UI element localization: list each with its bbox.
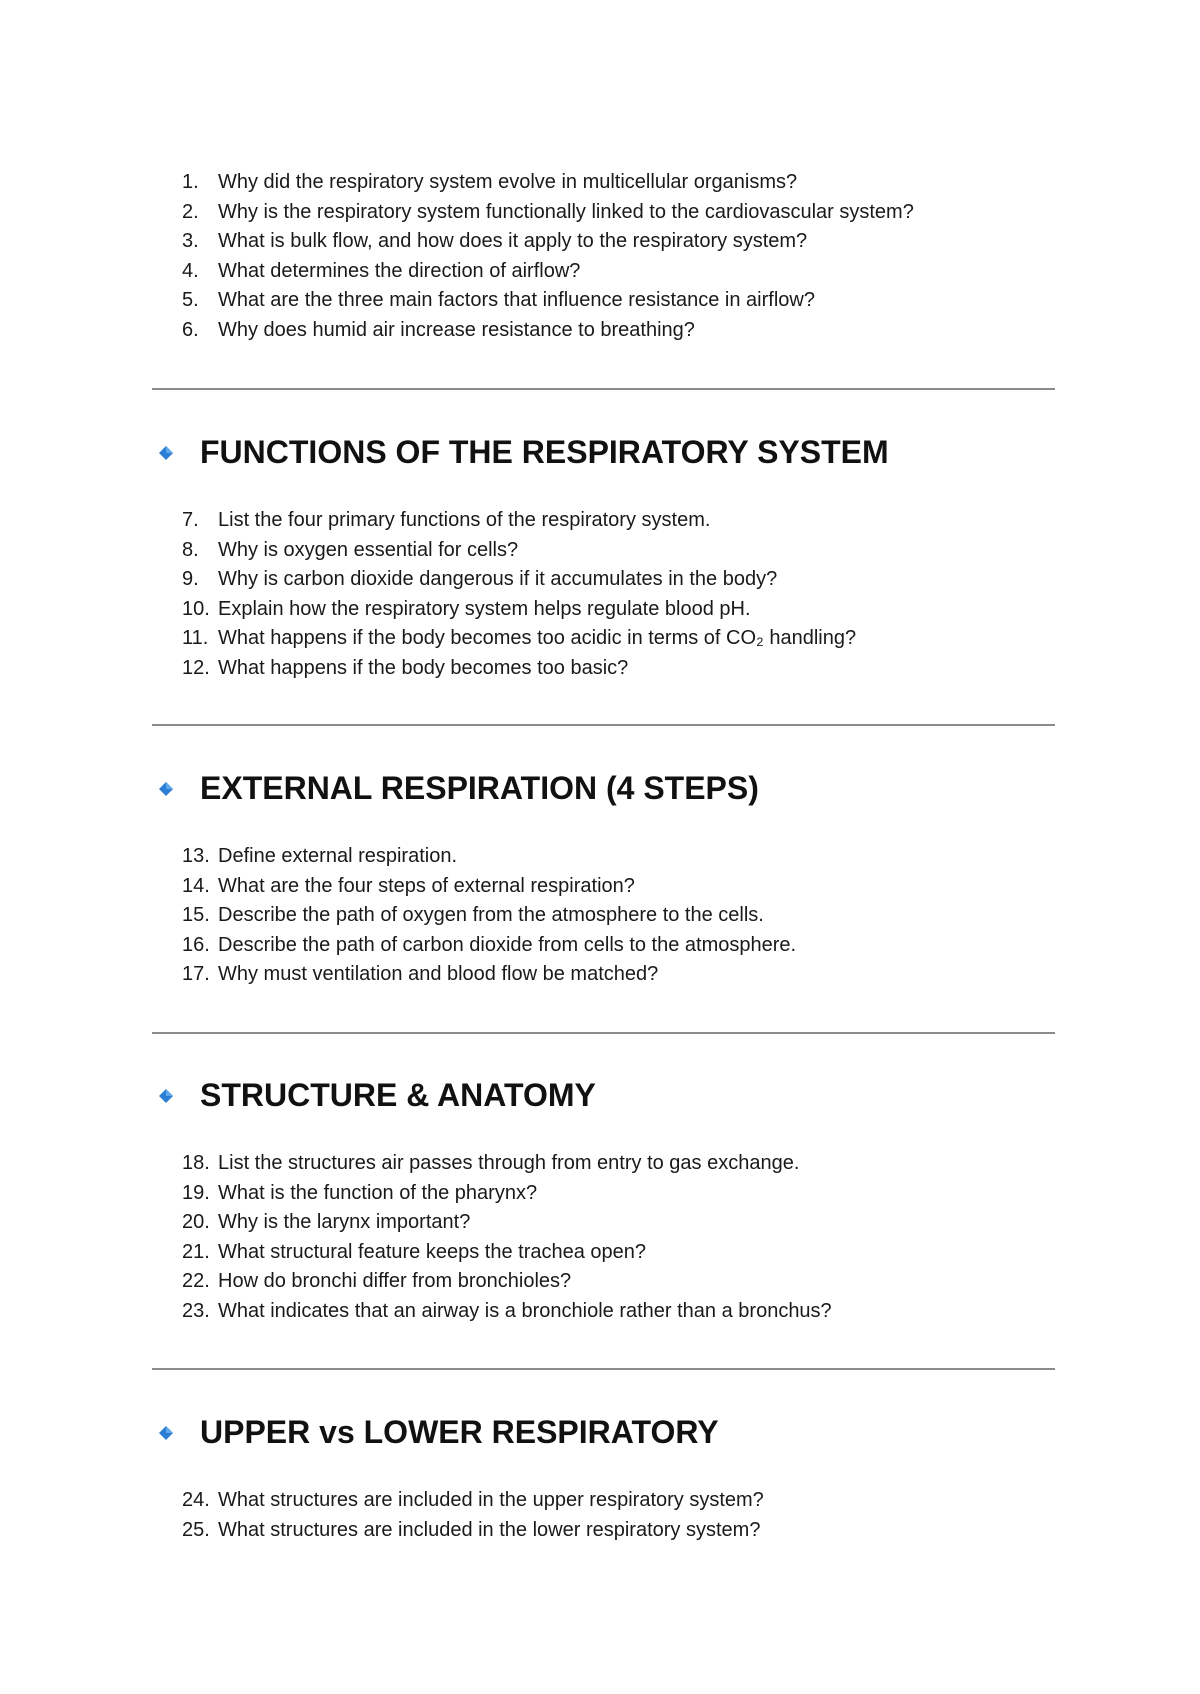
diamond-bullet-icon [158, 445, 174, 461]
question-number: 23. [182, 1299, 210, 1322]
question-list [182, 842, 796, 990]
question-number: 1. [182, 171, 199, 193]
question-text: What determines the direction of airflow? [218, 259, 581, 282]
list-item [182, 1208, 832, 1238]
intro-question-list [182, 168, 914, 345]
question-text: Why is carbon dioxide dangerous if it accumulates in the body? [218, 568, 778, 590]
list-item [182, 624, 856, 654]
question-number: 12. [182, 656, 210, 679]
question-list [182, 506, 856, 683]
question-number: 15. [182, 904, 210, 926]
list-item [182, 227, 914, 257]
list-item [182, 1179, 832, 1209]
question-number: 14. [182, 874, 210, 897]
question-text: What structures are included in the upper respiratory system? [218, 1489, 764, 1511]
list-item [182, 1267, 832, 1297]
question-text: What structures are included in the lower respiratory system? [218, 1518, 761, 1541]
section-title: EXTERNAL RESPIRATION (4 STEPS) [200, 770, 759, 806]
question-text: Why did the respiratory system evolve in multicellular organisms? [218, 171, 798, 193]
question-number: 9. [182, 568, 199, 590]
question-number: 16. [182, 933, 210, 956]
list-item [182, 931, 796, 961]
diamond-bullet-icon [158, 1425, 174, 1441]
list-item [182, 536, 856, 566]
question-number: 13. [182, 845, 210, 867]
diamond-bullet-icon [158, 1088, 174, 1104]
section-title: UPPER vs LOWER RESPIRATORY [200, 1414, 719, 1450]
question-text: What are the three main factors that influence resistance in airflow? [218, 289, 815, 311]
question-text: Describe the path of carbon dioxide from cells to the atmosphere. [218, 933, 797, 956]
question-number: 8. [182, 538, 199, 561]
question-text: Describe the path of oxygen from the atmosphere to the cells. [218, 904, 764, 926]
question-text: Explain how the respiratory system helps regulate blood pH. [218, 597, 751, 620]
question-number: 20. [182, 1211, 210, 1233]
question-list [182, 1149, 832, 1326]
question-text: Why is oxygen essential for cells? [218, 538, 519, 561]
question-number: 22. [182, 1270, 210, 1292]
section-heading [158, 1077, 596, 1114]
section-divider [152, 388, 1055, 390]
question-number: 7. [182, 509, 199, 531]
list-item [182, 286, 914, 316]
list-item [182, 506, 856, 536]
question-number: 10. [182, 597, 210, 620]
list-item [182, 316, 914, 346]
question-text: Why is the larynx important? [218, 1211, 471, 1233]
question-text: What is the function of the pharynx? [218, 1181, 538, 1204]
section-title: FUNCTIONS OF THE RESPIRATORY SYSTEM [200, 434, 889, 470]
question-text: What is bulk flow, and how does it apply to the respiratory system? [218, 230, 808, 252]
section-heading [158, 1414, 719, 1451]
list-item [182, 960, 796, 990]
list-item [182, 654, 856, 684]
section-title: STRUCTURE & ANATOMY [200, 1077, 596, 1113]
question-list [182, 1486, 764, 1545]
list-item [182, 595, 856, 625]
section-heading [158, 434, 889, 471]
diamond-bullet-icon [158, 781, 174, 797]
question-number: 17. [182, 963, 210, 985]
question-number: 24. [182, 1489, 210, 1511]
list-item [182, 1238, 832, 1268]
question-number: 25. [182, 1518, 210, 1541]
question-number: 2. [182, 200, 199, 223]
question-number: 4. [182, 259, 199, 282]
question-text: List the structures air passes through from entry to gas exchange. [218, 1152, 800, 1174]
list-item [182, 872, 796, 902]
list-item [182, 901, 796, 931]
question-text: What indicates that an airway is a bronchiole rather than a bronchus? [218, 1299, 832, 1322]
question-text: What happens if the body becomes too acidic in terms of CO₂ handling? [218, 627, 857, 649]
question-number: 3. [182, 230, 199, 252]
question-number: 6. [182, 318, 199, 341]
question-number: 11. [182, 627, 209, 649]
list-item [182, 1516, 764, 1546]
question-text: What happens if the body becomes too basic? [218, 656, 629, 679]
question-text: Why must ventilation and blood flow be matched? [218, 963, 659, 985]
list-item [182, 257, 914, 287]
list-item [182, 842, 796, 872]
section-heading [158, 770, 759, 807]
question-text: What structural feature keeps the trachea open? [218, 1240, 647, 1263]
question-text: How do bronchi differ from bronchioles? [218, 1270, 572, 1292]
question-number: 21. [182, 1240, 210, 1263]
list-item [182, 198, 914, 228]
list-item [182, 565, 856, 595]
question-number: 19. [182, 1181, 210, 1204]
question-text: List the four primary functions of the respiratory system. [218, 509, 711, 531]
list-item [182, 1486, 764, 1516]
section-divider [152, 1032, 1055, 1034]
question-number: 5. [182, 289, 199, 311]
question-text: Why is the respiratory system functionally linked to the cardiovascular system? [218, 200, 914, 223]
list-item [182, 1297, 832, 1327]
question-text: Why does humid air increase resistance to breathing? [218, 318, 695, 341]
list-item [182, 1149, 832, 1179]
question-number: 18. [182, 1152, 210, 1174]
list-item [182, 168, 914, 198]
question-text: What are the four steps of external respiration? [218, 874, 635, 897]
section-divider [152, 1368, 1055, 1370]
question-text: Define external respiration. [218, 845, 458, 867]
section-divider [152, 724, 1055, 726]
